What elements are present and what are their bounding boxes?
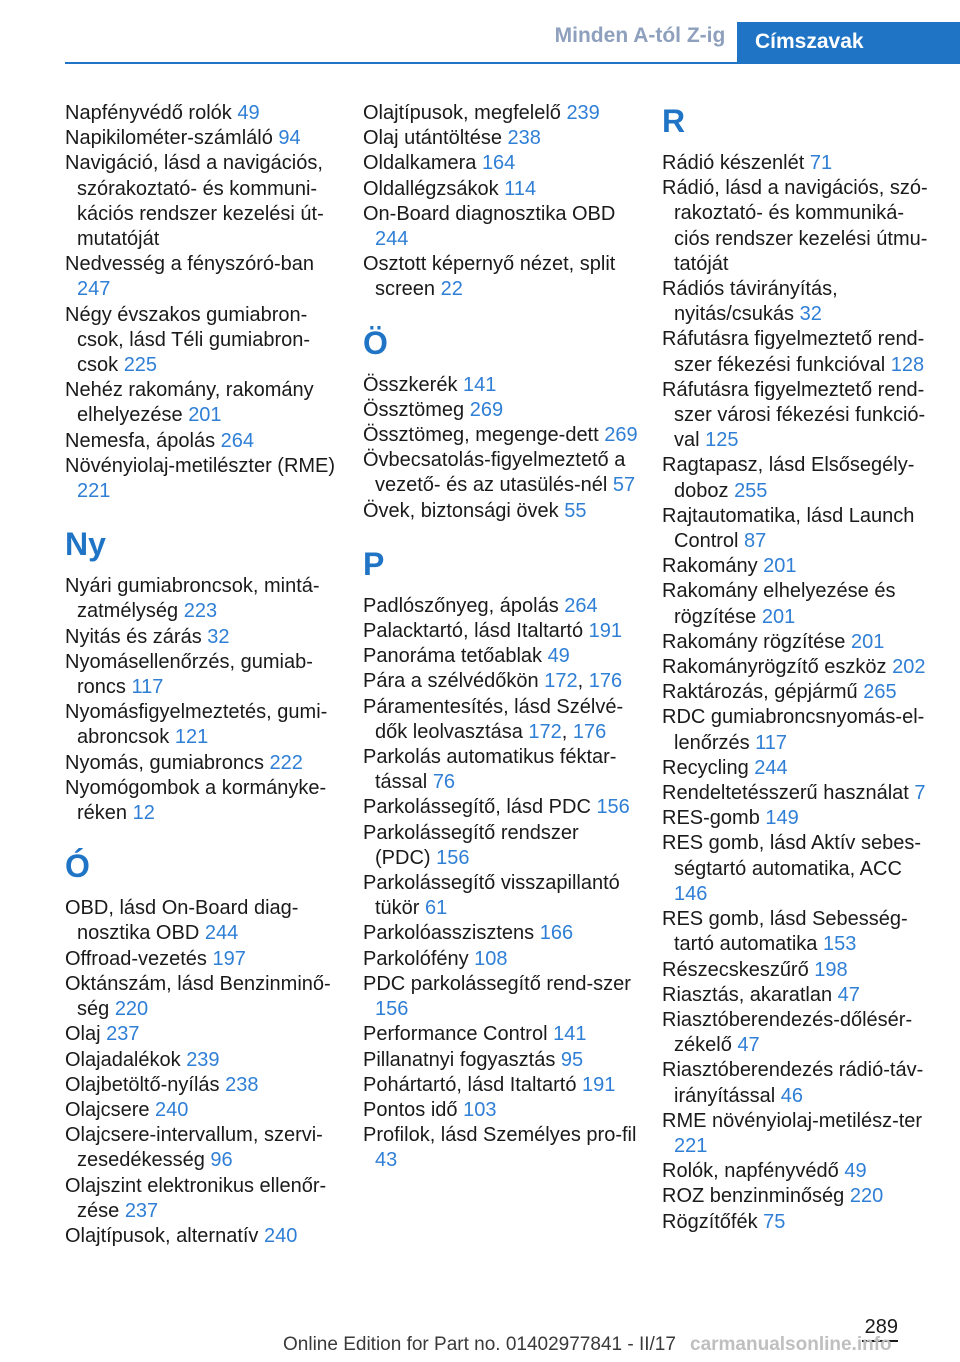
index-entry-term: Nyitás és zárás (65, 625, 208, 648)
page-link[interactable]: 244 (204, 922, 239, 945)
index-entry (363, 1073, 638, 1098)
index-entry (363, 947, 638, 972)
index-entry-term: Olajtípusok, alternatív (65, 1224, 264, 1247)
page-link[interactable]: 240 (155, 1098, 189, 1121)
index-entry (363, 644, 638, 669)
page-link[interactable]: 153 (822, 933, 857, 956)
index-entry (65, 650, 340, 700)
index-entry-term: Ráfutásra figyelmeztető rend‐szer fékezési funkcióval (662, 328, 925, 376)
page-link[interactable]: 71 (809, 152, 833, 174)
page-link[interactable]: 32 (799, 303, 822, 326)
index-entry-term: Parkolássegítő rendszer (PDC) (363, 821, 579, 869)
page-link[interactable]: 49 (547, 645, 570, 668)
page-link[interactable]: 198 (814, 958, 848, 981)
index-entry (662, 1109, 932, 1159)
page-link[interactable]: 128 (890, 353, 925, 376)
index-entry (662, 781, 932, 806)
page-link[interactable]: 239 (186, 1048, 220, 1071)
page-link[interactable]: 108 (474, 947, 508, 970)
index-entry (662, 378, 932, 454)
index-entry (662, 831, 932, 907)
index-entry-term: Nyári gumiabroncsok, mintá‐zatmélység (65, 575, 320, 623)
page-link[interactable]: 201 (763, 555, 797, 578)
index-entry-term: Nemesfa, ápolás (65, 429, 221, 452)
index-entry-term: Recycling (662, 756, 755, 779)
page-link[interactable]: 255 (734, 479, 768, 502)
page-link[interactable]: 176 (588, 670, 623, 693)
index-entry (662, 1159, 932, 1184)
index-entry-term: Rolók, napfényvédő (662, 1160, 845, 1183)
page-link[interactable]: 240 (263, 1224, 298, 1247)
index-entry-term: Palacktartó, lásd Italtartó (363, 620, 589, 643)
index-entry (363, 871, 638, 921)
index-entry (65, 101, 340, 126)
index-entry (363, 448, 638, 498)
page-link[interactable]: 47 (837, 983, 860, 1006)
index-entry-term: OBD, lásd On-Board diag‐nosztika OBD (65, 897, 299, 945)
index-entry-term: Oldallégzsákok (363, 177, 505, 200)
page-link[interactable]: 221 (674, 1134, 708, 1157)
index-letter-heading: Ö (363, 324, 388, 361)
page-link[interactable]: 146 (674, 882, 708, 905)
page-link[interactable]: 75 (763, 1210, 786, 1233)
page-link[interactable]: 46 (780, 1084, 803, 1107)
index-entry: Pára a szélvédőkön 172, 176 (363, 670, 623, 693)
index-entry (662, 1210, 932, 1235)
index-entry-term: Rakomány elhelyezése és rögzítése (662, 580, 896, 628)
index-entry-term: Össztömeg, megenge‐dett (363, 424, 605, 447)
page-link[interactable]: 201 (850, 630, 885, 653)
page-link[interactable]: 7 (914, 782, 926, 805)
page-link[interactable]: 95 (560, 1048, 584, 1071)
index-entry-term: Performance Control (363, 1023, 554, 1046)
page-link[interactable]: 76 (432, 771, 456, 794)
header-rule (65, 62, 960, 64)
index-entry-term: Napikilométer-számláló (65, 127, 279, 150)
index-entry (65, 1123, 340, 1173)
page-link[interactable]: 22 (440, 278, 463, 301)
index-entry-term: Oktánszám, lásd Benzinminő‐ség (65, 972, 331, 1021)
page-link[interactable]: 269 (469, 398, 504, 421)
page-link[interactable]: 237 (124, 1199, 159, 1222)
page-link[interactable]: 269 (604, 424, 638, 447)
index-entry-term: RDC gumiabroncsnyomás-el‐lenőrzés (662, 706, 925, 754)
index-entry (363, 795, 638, 820)
index-entry-term: Rakományrögzítő eszköz (662, 656, 893, 679)
index-entry (65, 1073, 340, 1098)
page-link[interactable]: 264 (220, 429, 255, 452)
index-entry (363, 499, 638, 524)
page-link[interactable]: 239 (566, 102, 600, 124)
index-entry (662, 655, 932, 680)
index-entry (65, 454, 340, 504)
index-entry-term: Nedvesség a fényszóró‐ban (65, 253, 315, 276)
index-column-2 (363, 101, 638, 1174)
page-link[interactable]: 223 (183, 600, 218, 623)
index-entry-term: ROZ benzinminőség (662, 1185, 850, 1208)
index-entry-term: Övbecsatolás-figyelmeztető a vezető- és az utasülés‐nél (363, 449, 626, 497)
page-link[interactable]: 238 (225, 1073, 259, 1096)
index-entry-term: Négy évszakos gumiabron‐csok, lásd Téli gumiabron‐csok (65, 303, 311, 377)
index-entry-term: Riasztóberendezés rádió-táv‐irányítással (662, 1059, 924, 1107)
index-entry-term: Rádió készenlét (662, 152, 810, 174)
page-link[interactable]: 12 (132, 802, 155, 825)
index-entry-term: Nyomógombok a kormányke‐réken (65, 776, 327, 825)
index-entry-term: Parkolássegítő, lásd PDC (363, 796, 597, 819)
index-entry-term: Összkerék (363, 373, 464, 396)
index-entry-term: Rajtautomatika, lásd Launch Control (662, 504, 915, 553)
index-entry-term: Olajadalékok (65, 1048, 187, 1071)
index-entry-term: Parkolóasszisztens (363, 922, 540, 945)
index-entry (363, 423, 638, 448)
page-link[interactable]: 125 (705, 429, 739, 452)
index-entry (65, 700, 340, 750)
page-link[interactable]: 55 (564, 499, 587, 522)
page-link[interactable]: 121 (174, 726, 209, 749)
index-entry-term: Ragtapasz, lásd Elsősegély-doboz (662, 454, 915, 502)
index-entry-term: Részecskeszűrő (662, 958, 815, 981)
index-entry (65, 126, 340, 151)
index-entry-term: Ráfutásra figyelmeztető rend‐szer városi fékezési funkció‐val (662, 378, 926, 452)
index-entry (65, 151, 340, 252)
index-entry (363, 177, 638, 202)
index-entry (363, 745, 638, 795)
page-link[interactable]: 117 (755, 731, 788, 754)
index-entry-term: PDC parkolássegítő rend‐szer (363, 972, 631, 995)
page-link[interactable]: 103 (463, 1098, 497, 1121)
page-link[interactable]: 191 (588, 620, 623, 643)
index-entry-term: Padlószőnyeg, ápolás (363, 594, 565, 617)
page-link[interactable]: 225 (123, 354, 158, 377)
index-entry (363, 252, 638, 302)
index-entry (662, 1058, 932, 1108)
page-link[interactable]: 141 (553, 1023, 587, 1046)
index-entry (662, 907, 932, 957)
index-entry-term: Pillanatnyi fogyasztás (363, 1048, 561, 1071)
index-entry (65, 751, 340, 776)
page-link[interactable]: 237 (106, 1023, 140, 1046)
index-entry (662, 680, 932, 705)
index-entry (65, 303, 340, 379)
index-entry-term: Össztömeg (363, 398, 470, 421)
page-link[interactable]: 47 (737, 1034, 760, 1057)
index-entry-term: Raktározás, gépjármű (662, 681, 864, 704)
page-link[interactable]: 220 (114, 998, 149, 1021)
index-entry (65, 1022, 340, 1047)
index-entry-term: On-Board diagnosztika OBD (363, 202, 616, 225)
index-entry-term: Olajbetöltő-nyílás (65, 1073, 226, 1096)
index-entry-term: Parkolás automatikus féktar‐tással (363, 746, 617, 794)
page-link[interactable]: 156 (436, 846, 470, 869)
index-entry (363, 1123, 638, 1173)
index-entry (662, 453, 932, 503)
index-entry-term: Olajcsere-intervallum, szervi‐zesedékesség (65, 1124, 323, 1172)
index-entry-term: RES-gomb (662, 807, 766, 830)
index-entry (65, 947, 340, 972)
page-link[interactable]: 32 (207, 625, 230, 648)
index-entry (363, 821, 638, 871)
page-link[interactable]: 238 (507, 127, 541, 150)
page-link[interactable]: 247 (77, 278, 111, 301)
edition-note: Online Edition for Part no. 01402977841 - II/17 (283, 1334, 676, 1355)
index-entry (662, 983, 932, 1008)
index-entry (662, 277, 932, 327)
page-link[interactable]: 117 (131, 676, 164, 699)
index-entry (662, 327, 932, 377)
page-link[interactable]: 156 (375, 998, 409, 1021)
index-entry (363, 398, 638, 423)
index-entry-term: Rádiós távirányítás, nyitás/csukás (662, 278, 838, 326)
index-entry-term: Olajtípusok, megfelelő (363, 102, 567, 124)
index-entry (363, 972, 638, 1022)
page-link[interactable]: 57 (612, 474, 636, 497)
index-entry-term: Riasztóberendezés-dőlésér‐zékelő (662, 1008, 913, 1057)
page-link[interactable]: 114 (504, 177, 537, 200)
index-entry (363, 619, 638, 644)
index-entry (65, 1048, 340, 1073)
page-link[interactable]: 201 (761, 605, 796, 628)
index-entry (662, 554, 932, 579)
page-link[interactable]: 49 (237, 102, 260, 124)
page-link[interactable]: 96 (210, 1149, 233, 1172)
page-link[interactable]: 244 (375, 228, 409, 251)
index-entry-term: Oldalkamera (363, 152, 482, 175)
index-entry (662, 579, 932, 629)
page-link[interactable]: 172 (528, 720, 562, 743)
index-entry-term: Rakomány rögzítése (662, 630, 851, 653)
index-column-3 (662, 101, 932, 1235)
page-link[interactable]: 49 (844, 1160, 867, 1183)
index-letter-heading: R (662, 103, 686, 139)
index-entry (65, 1174, 340, 1224)
index-entry (662, 630, 932, 655)
index-entry (363, 1022, 638, 1047)
page-link[interactable]: 202 (892, 656, 926, 679)
page-link[interactable]: 166 (539, 922, 574, 945)
index-entry (65, 252, 340, 302)
index-entry (363, 373, 638, 398)
index-entry (363, 202, 638, 252)
index-entry-term: Parkolófény (363, 947, 475, 970)
index-entry-term: Profilok, lásd Személyes pro‐fil (363, 1124, 637, 1147)
page-link[interactable]: 221 (77, 480, 111, 503)
index-entry-term: Övek, biztonsági övek (363, 499, 565, 522)
page-link[interactable]: 164 (481, 152, 516, 175)
active-tab[interactable]: Címszavak (737, 22, 960, 62)
index-entry-term: Növényiolaj-metilészter (RME) (65, 454, 336, 477)
index-entry-term: Páramentesítés, lásd Szélvé‐dők leolvasztása (363, 695, 624, 743)
index-entry (65, 896, 340, 946)
index-entry-term: Olaj utántöltése (363, 127, 508, 150)
index-entry-term: Nehéz rakomány, rakomány elhelyezése (65, 379, 314, 427)
page-link[interactable]: 61 (425, 897, 448, 920)
section-tab[interactable]: Minden A-tól Z-ig (554, 24, 726, 47)
index-entry (65, 1224, 340, 1249)
index-entry (65, 625, 340, 650)
index-entry (65, 574, 340, 624)
index-entry (65, 972, 340, 1022)
page-header (0, 0, 960, 64)
index-entry-term: Offroad-vezetés (65, 947, 213, 970)
index-entry (65, 378, 340, 428)
page-link[interactable]: 149 (765, 807, 799, 830)
index-entry (662, 1184, 932, 1209)
index-entry (363, 921, 638, 946)
index-entry-term: Nyomásfigyelmeztetés, gumi‐abroncsok (65, 701, 328, 749)
index-entry (65, 429, 340, 454)
index-entry-term: Rögzítőfék (662, 1210, 764, 1233)
index-letter-heading: Ó (65, 848, 90, 885)
page-link[interactable]: 176 (572, 720, 607, 743)
page-link[interactable]: 191 (582, 1073, 616, 1096)
page-link[interactable]: 244 (754, 756, 788, 779)
index-letter-heading: P (363, 545, 385, 582)
index-entry-term: Osztott képernyő nézet, split screen (363, 253, 616, 301)
index-entry (65, 1098, 340, 1123)
index-entry (363, 151, 638, 176)
index-entry-term: Olaj (65, 1023, 107, 1046)
index-entry (662, 958, 932, 983)
index-entry (662, 151, 932, 176)
index-letter-heading: Ny (65, 526, 106, 563)
index-entry-term: Nyomás, gumiabroncs (65, 751, 270, 774)
index-column-1 (65, 101, 340, 1249)
index-entry (363, 1098, 638, 1123)
index-entry-term: Rendeltetésszerű használat (662, 782, 915, 805)
index-entry (662, 806, 932, 831)
index-entry-term: Rakomány (662, 555, 764, 578)
index-entry-term: Pohártartó, lásd Italtartó (363, 1073, 583, 1096)
index-entry-term: RME növényiolaj-metilész‐ter (662, 1109, 923, 1132)
index-entry-term: Pára a szélvédőkön (363, 670, 545, 693)
index-entry (363, 101, 638, 126)
index-entry-term: Parkolássegítő visszapillantó tükör (363, 872, 620, 920)
index-entry (363, 1048, 638, 1073)
page-link[interactable]: 264 (564, 594, 598, 617)
page-link[interactable]: 172 (544, 670, 578, 693)
page-link[interactable]: 141 (463, 373, 497, 396)
watermark: carmanualsonline.info (690, 1334, 892, 1355)
page-link[interactable]: 201 (188, 404, 222, 427)
index-entry (662, 756, 932, 781)
index-entry (363, 594, 638, 619)
index-entry (662, 1008, 932, 1058)
index-entry-term: Pontos idő (363, 1098, 464, 1121)
index-entry (65, 776, 340, 826)
page-link[interactable]: 197 (212, 947, 246, 970)
index-entry (363, 126, 638, 151)
page-number: 289 (864, 1316, 898, 1338)
page-link[interactable]: 156 (596, 796, 630, 819)
page-link[interactable]: 265 (863, 681, 897, 704)
index-entry-term: Riasztás, akaratlan (662, 983, 838, 1006)
index-entry-term: Olajszint elektronikus ellenőr‐zése (65, 1174, 327, 1222)
index-entry (662, 504, 932, 554)
index-entry-term: Napfényvédő rolók (65, 102, 238, 124)
index-entry-term: Navigáció, lásd a navigációs, szórakoztató- és kommuni‐kációs rendszer kezelési út‐mutatóját (65, 152, 324, 251)
index-entry-term: RES gomb, lásd Aktív sebes‐ségtartó automatika, ACC (662, 832, 922, 880)
page-link[interactable]: 222 (269, 751, 303, 774)
index-entry-term: RES gomb, lásd Sebesség‐tartó automatika (662, 908, 908, 956)
index-entry-term: Olajcsere (65, 1098, 156, 1121)
index-entry-term: Rádió, lásd a navigációs, szó‐rakoztató- és kommuniká‐ciós rendszer kezelési útmu‐tatóját (662, 177, 928, 275)
index-entry-term: Nyomásellenőrzés, gumiab‐roncs (65, 650, 313, 699)
index-entry-term: Panoráma tetőablak (363, 645, 548, 668)
page-link[interactable]: 87 (744, 530, 767, 553)
page-link[interactable]: 94 (278, 127, 301, 150)
index-entry: Páramentesítés, lásd Szélvé‐dők leolvasztása 172, 176 (363, 695, 624, 743)
index-entry (662, 705, 932, 755)
page-link[interactable]: 43 (375, 1149, 398, 1172)
page-link[interactable]: 220 (849, 1185, 884, 1208)
index-entry (662, 176, 932, 277)
